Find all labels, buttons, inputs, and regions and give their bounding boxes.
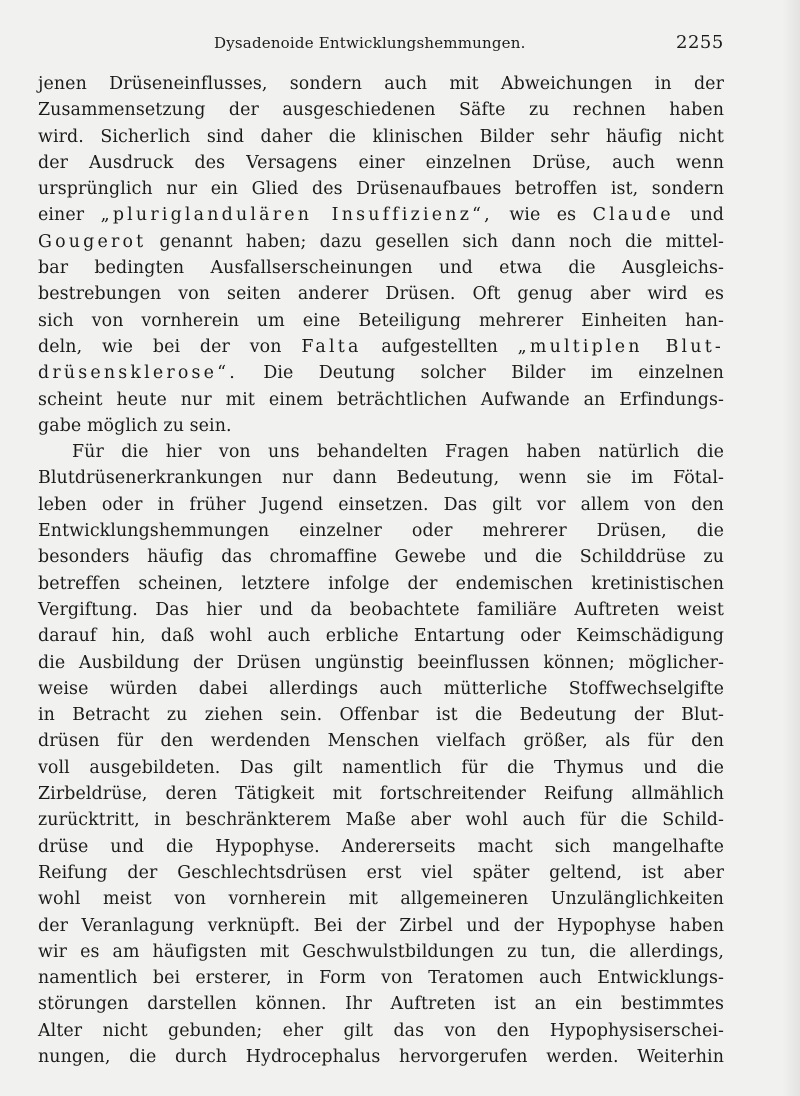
spaced-name: Falta	[301, 336, 362, 357]
text-line: störungen darstellen können. Ihr Auftreten ist an ein bestimmtes	[38, 994, 724, 1015]
body-text	[38, 71, 724, 1070]
text-line: darauf hin, daß wohl auch erbliche Entartung oder Keimschädigung	[38, 626, 724, 647]
text-line: Für die hier von uns behandelten Fragen haben natürlich die	[72, 442, 724, 463]
running-head	[0, 30, 800, 58]
text-line: wird. Sicherlich sind daher die klinischen Bilder sehr häufig nicht	[38, 126, 724, 147]
text-line: voll ausgebildeten. Das gilt namentlich für die Thymus und die	[38, 757, 724, 778]
text-line: Zirbeldrüse, deren Tätigkeit mit fortschreitender Reifung allmählich	[38, 784, 724, 805]
text-line: wir es am häufigsten mit Geschwulstbildungen zu tun, die allerdings,	[38, 941, 724, 962]
spaced-term: drüsensklerose“.	[38, 363, 238, 384]
text-line: drüsen für den werdenden Menschen vielfach größer, als für den	[38, 731, 724, 752]
text-line: jenen Drüseneinflusses, sondern auch mit Abweichungen in der	[38, 74, 724, 94]
text-line	[38, 360, 724, 386]
text-line: Blutdrüsenerkrankungen nur dann Bedeutung, wenn sie im Fötal-	[38, 468, 724, 489]
text-line: zurücktritt, in beschränkterem Maße aber wohl auch für die Schild-	[38, 810, 724, 831]
text-line: Zusammensetzung der ausgeschiedenen Säfte zu rechnen haben	[38, 100, 724, 121]
text-line: bar bedingten Ausfallserscheinungen und etwa die Ausgleichs-	[38, 258, 724, 279]
text-line: leben oder in früher Jugend einsetzen. Das gilt vor allem von den	[38, 494, 724, 515]
text-line: in Betracht zu ziehen sein. Offenbar ist die Bedeutung der Blut-	[38, 705, 724, 726]
text-line: gabe möglich zu sein.	[38, 415, 232, 436]
text-line: wohl meist von vornherein mit allgemeineren Unzulänglichkeiten	[38, 889, 724, 910]
text-line: scheint heute nur mit einem beträchtlichen Aufwande an Erfindungs-	[38, 389, 724, 410]
text-run: deln, wie bei der von	[38, 336, 282, 357]
text-line: drüse und die Hypophyse. Andererseits macht sich mangelhafte	[38, 836, 724, 857]
text-line: Entwicklungshemmungen einzelner oder mehrerer Drüsen, die	[38, 521, 724, 542]
text-line: nungen, die durch Hydrocephalus hervorgerufen werden. Weiterhin	[38, 1046, 724, 1067]
text-line: weise würden dabei allerdings auch mütterliche Stoffwechselgifte	[38, 678, 724, 699]
text-line: der Veranlagung verknüpft. Bei der Zirbel und der Hypophyse haben	[38, 915, 724, 936]
spaced-name: Gougerot	[38, 231, 147, 252]
text-line: namentlich bei ersterer, in Form von Teratomen auch Entwicklungs-	[38, 968, 724, 989]
text-line	[38, 229, 724, 255]
text-line: bestrebungen von seiten anderer Drüsen. Oft genug aber wird es	[38, 284, 724, 305]
text-run: einer	[38, 205, 85, 226]
text-line: Alter nicht gebunden; eher gilt das von den Hypophysiserschei-	[38, 1020, 724, 1041]
spaced-term: „multiplen Blut-	[517, 336, 724, 357]
page-number: 2255	[676, 32, 724, 53]
text-line: besonders häufig das chromaffine Gewebe und die Schilddrüse zu	[38, 547, 724, 568]
spaced-term: „pluriglandulären Insuffizienz“,	[100, 205, 493, 226]
text-line: Reifung der Geschlechtsdrüsen erst viel später geltend, ist aber	[38, 862, 724, 883]
text-run: wie es	[509, 205, 577, 226]
text-line	[38, 334, 724, 360]
text-line: der Ausdruck des Versagens einer einzelnen Drüse, auch wenn	[38, 152, 724, 173]
text-run: Die Deutung solcher Bilder im einzelnen	[263, 363, 724, 384]
text-line: die Ausbildung der Drüsen ungünstig beeinflussen können; möglicher-	[38, 652, 724, 673]
spaced-name: Claude	[592, 205, 674, 226]
text-line: sich von vornherein um eine Beteiligung mehrerer Einheiten han-	[38, 310, 724, 331]
text-line: Vergiftung. Das hier und da beobachtete familiäre Auftreten weist	[38, 599, 724, 620]
text-line: betreffen scheinen, letztere infolge der endemischen kretinistischen	[38, 573, 724, 594]
text-line	[38, 202, 724, 228]
text-line: ursprünglich nur ein Glied des Drüsenaufbaues betroffen ist, sondern	[38, 179, 724, 200]
text-run: genannt haben; dazu gesellen sich dann noch die mittel-	[159, 231, 724, 252]
text-run: aufgestellten	[381, 336, 498, 357]
running-title: Dysadenoide Entwicklungshemmungen.	[214, 34, 526, 52]
text-run: und	[690, 205, 724, 226]
